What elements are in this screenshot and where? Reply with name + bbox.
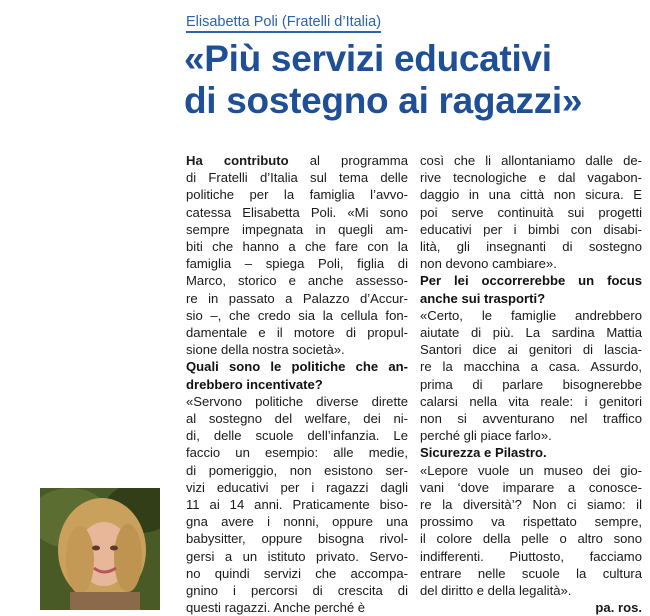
paragraph-line: 11 ai 14 anni. Praticamente biso- [186, 497, 408, 513]
interview-question: anche sui trasporti? [420, 290, 546, 306]
paragraph-line: questi ragazzi. Anche perché è [186, 600, 366, 616]
interview-question: Sicurezza e Pilastro. [420, 445, 547, 461]
paragraph-line: faccio un esempio: alle medie, [186, 445, 408, 461]
paragraph-line: aiutate di più. La sardina Mattia [420, 325, 642, 341]
paragraph-line: rive tecnologiche e dal vagabon- [420, 170, 642, 186]
paragraph-line: famiglia – spiega Poli, figlia di [186, 256, 408, 272]
paragraph-line: «Servono politiche diverse dirette [186, 393, 408, 409]
lead-in-text: Ha contributo [186, 153, 289, 168]
paragraph-line [186, 152, 408, 169]
article-headline [184, 38, 646, 122]
paragraph-line: no quindi servizi che accompa- [186, 565, 408, 581]
author-photo [40, 488, 160, 610]
paragraph-line: sio –, che credo sia la cellula fon- [186, 307, 408, 323]
paragraph-line: prima di parlare bisognerebbe [420, 376, 642, 392]
paragraph-line: daggio in una città non sicura. E [420, 187, 642, 203]
paragraph-line: poi serve continuità sui progetti [420, 204, 642, 220]
headline-line: «Più servizi educativi [184, 38, 552, 79]
paragraph-line: al sostegno del welfare, dei ni- [186, 411, 408, 427]
paragraph-line: così che li allontaniamo dalle de- [420, 153, 642, 168]
paragraph-line: catessa Elisabetta Poli. «Mi sono [186, 204, 408, 220]
paragraph-line: di Fratelli d’Italia sul tema delle [186, 170, 408, 186]
paragraph-line: calarsi nella vita reale: i genitori [420, 393, 642, 409]
paragraph-line: perché gli piace farlo». [420, 428, 552, 444]
paragraph-line: di pomeriggio, non esistono ser- [186, 462, 408, 478]
headline-line: di sostegno ai ragazzi» [184, 80, 583, 121]
paragraph-line: lità, gli insegnanti di sostegno [420, 239, 642, 255]
paragraph-line: sione della nostra società». [186, 342, 345, 358]
paragraph-line: educativi per i bimbi con disabi- [420, 221, 642, 237]
interview-question: Per lei occorrerebbe un focus [420, 273, 642, 289]
paragraph-text: al programma [288, 153, 408, 168]
paragraph-line: politiche per la famiglia l’avvo- [186, 187, 408, 203]
interview-question: Quali sono le politiche che an- [186, 359, 408, 375]
left-column [186, 152, 408, 616]
article-kicker: Elisabetta Poli (Fratelli d’Italia) [186, 14, 381, 33]
paragraph-line: vizi educativi per i ragazzi dagli [186, 479, 408, 495]
interview-question: drebbero incentivate? [186, 376, 323, 392]
paragraph-line: indifferenti. Piuttosto, facciamo [420, 548, 642, 564]
paragraph-line: prossimo va rispettato sempre, [420, 514, 642, 530]
paragraph-line: il colore della pelle o altro sono [420, 531, 642, 547]
paragraph-line: del diritto e della legalità». [420, 583, 572, 599]
paragraph-line: gna avere i nonni, oppure una [186, 514, 408, 530]
right-column [420, 152, 642, 616]
paragraph-line: «Lepore vuole un museo dei gio- [420, 462, 642, 478]
paragraph-line: non devono cambiare». [420, 256, 557, 272]
paragraph-line: re in passato a Palazzo d’Accur- [186, 290, 408, 306]
paragraph-line: sempre impegnata in quegli am- [186, 221, 408, 237]
paragraph-line: Santori dice ai genitori di lascia- [420, 342, 642, 358]
paragraph-line: re la diversità’? Non ci siamo: il [420, 497, 642, 513]
paragraph-line: non si avventurano nel traffico [420, 411, 642, 427]
paragraph-line: biti che hanno a che fare con la [186, 239, 408, 255]
paragraph-line: damentale e il motore di propul- [186, 325, 408, 341]
paragraph-line: gnino i percorsi di crescita di [186, 583, 408, 599]
paragraph-line: Marco, storico e anche assesso- [186, 273, 408, 289]
author-signature: pa. ros. [595, 600, 642, 616]
paragraph-line: gersi a un istituto privato. Servo- [186, 548, 408, 564]
paragraph-line: vani ‘dove imparare a conosce- [420, 479, 642, 495]
portrait-image [40, 488, 160, 610]
paragraph-line: babysitter, oppure bisogna rivol- [186, 531, 408, 547]
paragraph-line: di, delle scuole dell’infanzia. Le [186, 428, 408, 444]
paragraph-line: «Certo, le famiglie andrebbero [420, 307, 642, 323]
paragraph-line: re la macchina a casa. Assurdo, [420, 359, 642, 375]
paragraph-line: entrare nelle scuole la cultura [420, 565, 642, 581]
